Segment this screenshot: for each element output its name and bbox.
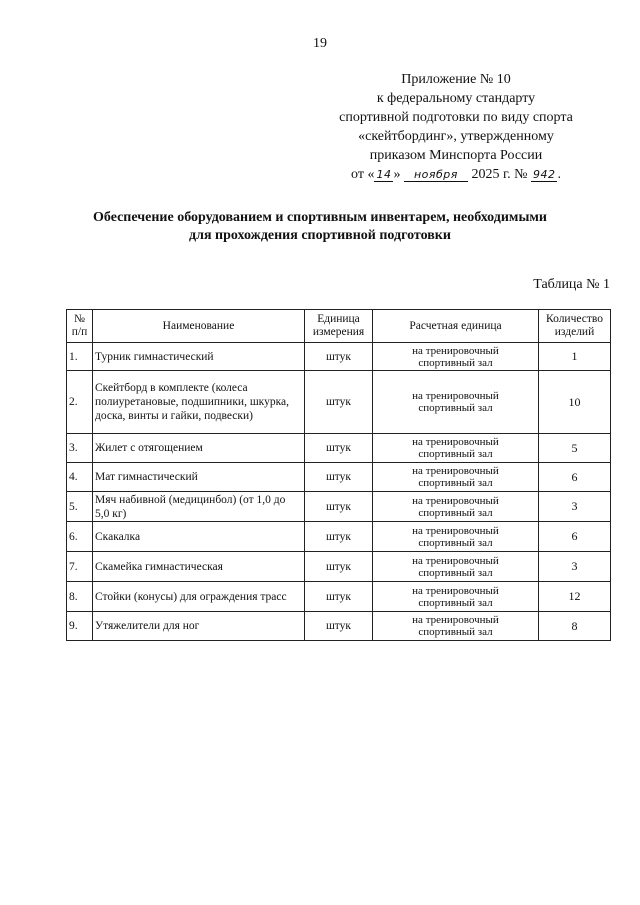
table-row: [67, 434, 611, 463]
row-unit: штук: [305, 612, 373, 641]
row-qty: 5: [539, 434, 611, 463]
appendix-block: [316, 70, 596, 184]
row-unit: штук: [305, 582, 373, 612]
title-line-2: для прохождения спортивной подготовки: [189, 228, 451, 243]
row-calc: на тренировочный спортивный зал: [373, 522, 539, 552]
appendix-date-line: [316, 165, 596, 184]
row-unit: штук: [305, 463, 373, 492]
appendix-line-2: к федеральному стандарту: [376, 91, 536, 106]
table-row: [67, 582, 611, 612]
header-qty: Количество изделий: [539, 310, 611, 343]
row-calc: на тренировочный спортивный зал: [373, 612, 539, 641]
row-unit: штук: [305, 434, 373, 463]
row-num: 7.: [67, 552, 93, 582]
row-num: 9.: [67, 612, 93, 641]
page-number: 19: [313, 36, 327, 51]
title-line-1: Обеспечение оборудованием и спортивным инвентарем, необходимыми: [93, 210, 547, 225]
row-num: 6.: [67, 522, 93, 552]
handwritten-day: 14: [376, 168, 392, 181]
row-calc: на тренировочный спортивный зал: [373, 463, 539, 492]
row-calc: на тренировочный спортивный зал: [373, 434, 539, 463]
row-calc: на тренировочный спортивный зал: [373, 371, 539, 434]
row-name: Турник гимнастический: [93, 343, 305, 371]
row-name: Стойки (конусы) для ограждения трасс: [93, 582, 305, 612]
row-num: 2.: [67, 371, 93, 434]
appendix-line-3: спортивной подготовки по виду спорта: [339, 110, 573, 125]
handwritten-month: ноября: [404, 169, 468, 182]
document-title: [40, 209, 600, 245]
table-row: [67, 612, 611, 641]
row-num: 5.: [67, 492, 93, 522]
appendix-line-1: Приложение № 10: [401, 72, 511, 87]
date-quote-close: »: [393, 167, 401, 182]
row-calc: на тренировочный спортивный зал: [373, 492, 539, 522]
row-name: Скейтборд в комплекте (колеса полиуретановые, подшипники, шкурка, доска, винты и гайки, подвески): [93, 371, 305, 434]
row-num: 1.: [67, 343, 93, 371]
header-calc: Расчетная единица: [373, 310, 539, 343]
row-num: 8.: [67, 582, 93, 612]
row-name: Мат гимнастический: [93, 463, 305, 492]
row-qty: 3: [539, 552, 611, 582]
row-qty: 6: [539, 463, 611, 492]
row-unit: штук: [305, 552, 373, 582]
row-name: Утяжелители для ног: [93, 612, 305, 641]
header-num: № п/п: [67, 310, 93, 343]
date-year: 2025 г. №: [471, 167, 528, 182]
row-calc: на тренировочный спортивный зал: [373, 343, 539, 371]
row-name: Жилет с отягощением: [93, 434, 305, 463]
table-row: [67, 371, 611, 434]
row-unit: штук: [305, 492, 373, 522]
table-row: [67, 343, 611, 371]
row-name: Скакалка: [93, 522, 305, 552]
header-name: Наименование: [93, 310, 305, 343]
table-label: Таблица № 1: [533, 277, 610, 292]
header-unit: Единица измерения: [305, 310, 373, 343]
table-row: [67, 463, 611, 492]
appendix-line-4: «скейтбординг», утвержденному: [358, 129, 554, 144]
date-prefix: от «: [351, 167, 375, 182]
date-trailing: .: [557, 167, 561, 182]
row-name: Скамейка гимнастическая: [93, 552, 305, 582]
row-qty: 10: [539, 371, 611, 434]
row-unit: штук: [305, 522, 373, 552]
row-calc: на тренировочный спортивный зал: [373, 552, 539, 582]
row-calc: на тренировочный спортивный зал: [373, 582, 539, 612]
row-num: 4.: [67, 463, 93, 492]
row-unit: штук: [305, 371, 373, 434]
appendix-line-5: приказом Минспорта России: [369, 148, 543, 163]
row-unit: штук: [305, 343, 373, 371]
row-qty: 8: [539, 612, 611, 641]
row-qty: 6: [539, 522, 611, 552]
row-num: 3.: [67, 434, 93, 463]
table-header-row: [67, 310, 611, 343]
equipment-table: [66, 309, 611, 641]
row-name: Мяч набивной (медицинбол) (от 1,0 до 5,0 кг): [93, 492, 305, 522]
table-row: [67, 492, 611, 522]
row-qty: 12: [539, 582, 611, 612]
table-row: [67, 522, 611, 552]
handwritten-order-number: 942: [532, 168, 556, 181]
row-qty: 3: [539, 492, 611, 522]
table-row: [67, 552, 611, 582]
row-qty: 1: [539, 343, 611, 371]
